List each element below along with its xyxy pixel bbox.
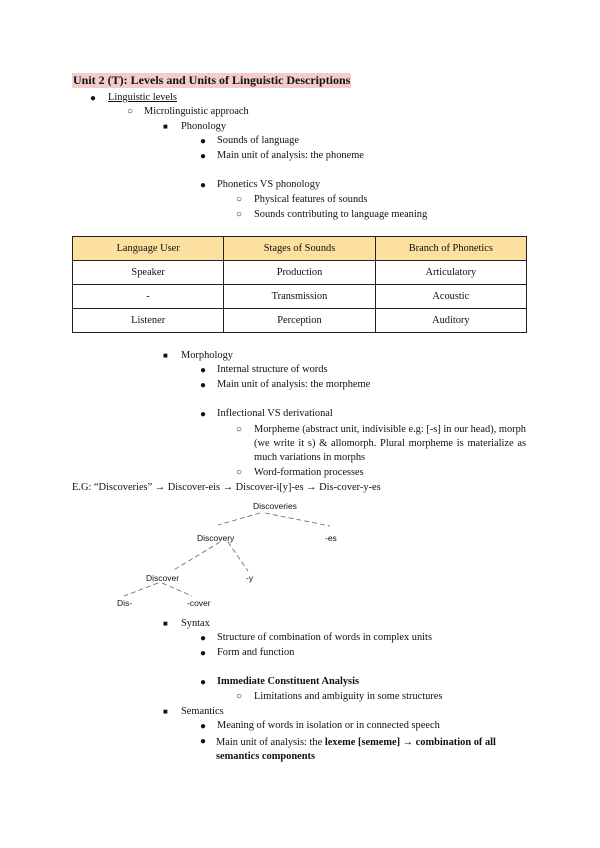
tree-branch: [162, 583, 192, 596]
semantics-heading: Semantics: [181, 706, 224, 717]
bullet-filled: ●: [200, 180, 207, 191]
bullet-filled: ●: [200, 677, 207, 688]
microlinguistic-item: Microlinguistic approach: [144, 106, 249, 117]
table-header: Branch of Phonetics: [375, 237, 526, 261]
semantics-unit-prefix: Main unit of analysis: the: [216, 737, 325, 748]
tree-branch: [124, 583, 158, 596]
table-row: [73, 285, 527, 309]
bullet-filled: ●: [200, 136, 207, 147]
bullet-filled: ●: [200, 736, 207, 747]
bullet-square: ■: [163, 122, 168, 131]
table-cell: Speaker: [73, 261, 224, 285]
phonology-heading: Phonology: [181, 121, 227, 132]
bullet-hollow: ○: [236, 467, 243, 478]
syntax-item: Structure of combination of words in complex units: [217, 632, 432, 643]
table-cell: Articulatory: [375, 261, 526, 285]
table-header-row: [73, 237, 527, 261]
tree-node-root: Discoveries: [253, 501, 297, 511]
bullet-filled: ●: [200, 151, 207, 162]
page-title: Unit 2 (T): Levels and Units of Linguistic Descriptions: [73, 73, 351, 87]
syntax-sub-item: Limitations and ambiguity in some structures: [254, 691, 443, 702]
bullet-hollow: ○: [236, 424, 243, 435]
table-cell: -: [73, 285, 224, 309]
tree-branch: [218, 513, 260, 525]
bullet-filled: ●: [200, 409, 207, 420]
semantics-item: Meaning of words in isolation or in connected speech: [217, 720, 440, 731]
phonetics-table: [72, 236, 527, 333]
table-cell: Transmission: [224, 285, 375, 309]
phonology-item: Sounds of language: [217, 135, 299, 146]
morphology-item: Main unit of analysis: the morpheme: [217, 379, 371, 390]
inflectional-vs-derivational: Inflectional VS derivational: [217, 408, 333, 419]
table-row: [73, 261, 527, 285]
syntax-heading: Syntax: [181, 618, 210, 629]
bullet-square: ■: [163, 351, 168, 360]
bullet-square: ■: [163, 619, 168, 628]
phonetics-vs-phonology: Phonetics VS phonology: [217, 179, 321, 190]
table-cell: Production: [224, 261, 375, 285]
tree-node: -cover: [187, 598, 211, 608]
table-cell: Acoustic: [375, 285, 526, 309]
semantics-unit-bold: lexeme [sememe] → combination of all semantics components: [216, 737, 496, 762]
bullet-filled: ●: [200, 721, 207, 732]
tree-node: Discover: [146, 573, 180, 583]
tree-branch: [228, 542, 248, 571]
bullet-filled: ●: [90, 93, 97, 104]
tree-node: Dis-: [117, 598, 133, 608]
table-header: Language User: [73, 237, 224, 261]
morphology-tree: [100, 498, 360, 613]
morpheme-paragraph: Morpheme (abstract unit, indivisible e.g: [-s] in our head), morph (we write it s) & allomorph. Plural morpheme is materialize as much variations in morphs: [254, 424, 526, 463]
morphology-item: Internal structure of words: [217, 364, 328, 375]
table-cell: Listener: [73, 309, 224, 333]
bullet-square: ■: [163, 707, 168, 716]
morphology-heading: Morphology: [181, 350, 233, 361]
table-header: Stages of Sounds: [224, 237, 375, 261]
bullet-hollow: ○: [127, 106, 134, 117]
phonology-sub-item: Physical features of sounds: [254, 194, 368, 205]
table-cell: Auditory: [375, 309, 526, 333]
ica-heading: Immediate Constituent Analysis: [217, 676, 360, 687]
tree-branch: [265, 513, 330, 526]
table-row: [73, 309, 527, 333]
bullet-filled: ●: [200, 633, 207, 644]
example-line: E.G: “Discoveries” → Discover-eis → Discover-i[y]-es → Dis-cover-y-es: [72, 482, 381, 493]
bullet-filled: ●: [200, 365, 207, 376]
bullet-filled: ●: [200, 648, 207, 659]
syntax-item: Form and function: [217, 647, 295, 658]
bullet-filled: ●: [200, 380, 207, 391]
phonology-item: Main unit of analysis: the phoneme: [217, 150, 364, 161]
word-formation-item: Word-formation processes: [254, 467, 364, 478]
semantics-unit-item: [216, 736, 528, 764]
tree-node: -y: [246, 573, 254, 583]
tree-branch: [172, 542, 220, 571]
linguistic-levels-heading: Linguistic levels: [108, 92, 177, 103]
bullet-hollow: ○: [236, 194, 243, 205]
table-cell: Perception: [224, 309, 375, 333]
bullet-hollow: ○: [236, 209, 243, 220]
phonology-sub-item: Sounds contributing to language meaning: [254, 209, 428, 220]
tree-node: Discovery: [197, 533, 235, 543]
tree-node: -es: [325, 533, 337, 543]
bullet-hollow: ○: [236, 691, 243, 702]
